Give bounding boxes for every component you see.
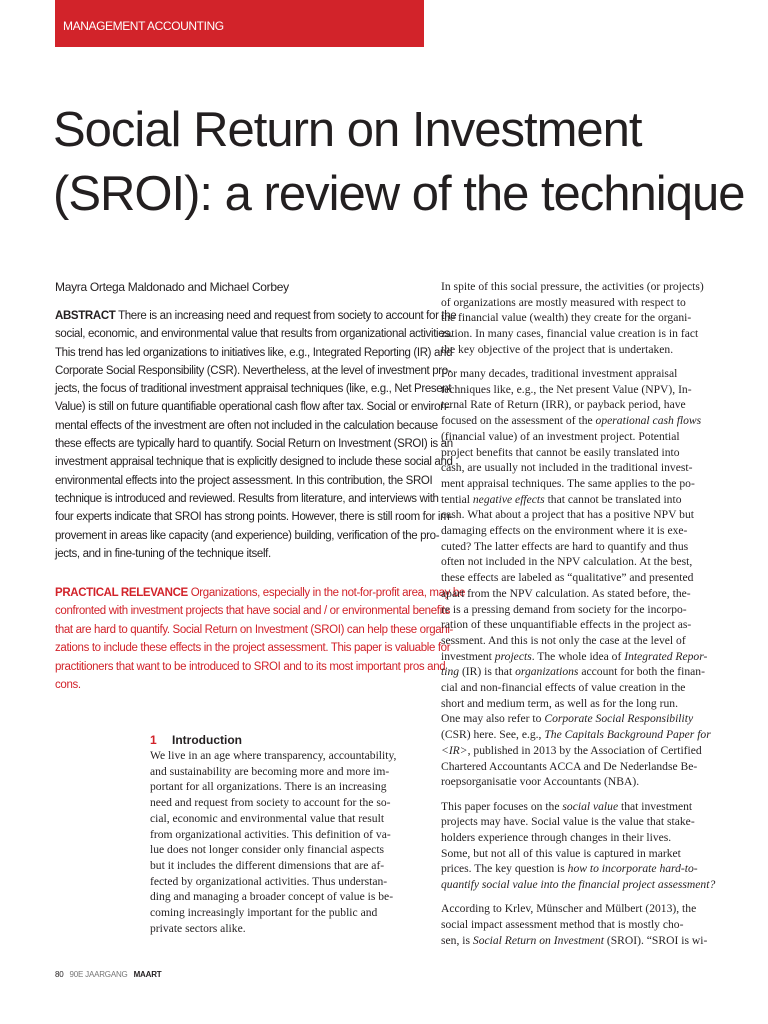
text-line: (financial value) of an investment project. Potential — [441, 429, 680, 443]
text-line: but it includes the different dimensions that are af- — [150, 858, 385, 872]
text-line: cons. — [55, 679, 81, 692]
text-line: focused on the assessment of the operational cash flows — [441, 414, 702, 428]
text-line: the key objective of the project that is undertaken. — [441, 342, 674, 356]
title-line: Social Return on Investment — [53, 103, 642, 157]
practical-text: Organizations, especially in the not-for-profit area, may be — [187, 587, 466, 599]
text-line: techniques like, e.g., the Net present Value (NPV), In- — [441, 382, 692, 396]
text-line: For many decades, traditional investment appraisal — [441, 367, 678, 381]
issue-month: MAART — [133, 970, 162, 979]
text-line: cash. What about a project that has a positive NPV but — [441, 508, 694, 522]
text-line: sen, is Social Return on Investment (SROI). “SROI is wi- — [441, 933, 708, 947]
text-line: (CSR) here. See, e.g., The Capitals Background Paper for — [441, 728, 711, 742]
article-title — [53, 98, 743, 226]
abstract-line-0 — [55, 307, 457, 325]
text-line: We live in an age where transparency, accountability, — [150, 749, 397, 762]
section-title: Introduction — [172, 733, 242, 747]
text-line: these effects are labeled as “qualitative” and presented — [441, 571, 694, 585]
text-line: re is a pressing demand from society for the incorpo- — [441, 602, 687, 616]
text-line: jects, and in fine-tuning of the technique itself. — [55, 547, 271, 560]
text-line: In spite of this social pressure, the activities (or projects) — [441, 280, 704, 293]
text-line: often not included in the NPV calculation. At the best, — [441, 555, 693, 569]
text-line: environmental effects into the project assessment. In this contribution, the SROI — [55, 474, 433, 487]
text-line: ding and managing a broader concept of value is be- — [150, 890, 394, 904]
abstract-body — [55, 325, 453, 563]
text-line: quantify social value into the financial project assessment? — [441, 878, 716, 892]
text-line: damaging effects on the environment where it is exe- — [441, 524, 688, 538]
abstract-text: There is an increasing need and request from society to account for the — [115, 310, 457, 322]
text-line: ternal Rate of Return (IRR), or payback period, have — [441, 398, 686, 412]
text-line: fected by organizational activities. Thus understan- — [150, 874, 388, 888]
paragraph — [441, 366, 714, 790]
text-line: investment appraisal technique that is explicitly designed to include these social and — [55, 456, 453, 469]
text-line: the financial value (wealth) they create for the organi- — [441, 311, 692, 325]
text-line: mental effects of the investment are often not included in the calculation because — [55, 419, 438, 432]
practical-heading: PRACTICAL RELEVANCE — [55, 587, 188, 599]
practical-relevance — [55, 584, 466, 694]
text-line: four experts indicate that SROI has strong points. However, there is still room for im- — [55, 511, 453, 524]
text-line: social, economic, and environmental value that results from organizational activities. — [55, 328, 453, 341]
volume: 90E JAARGANG — [69, 970, 128, 979]
text-line: ration of these unquantifiable effects in the project as- — [441, 618, 692, 632]
text-line: confronted with investment projects that have social and / or environmental benefits — [55, 605, 451, 618]
text-line: coming increasingly important for the public and — [150, 906, 378, 920]
paragraph — [441, 799, 714, 893]
section-number: 1 — [150, 733, 157, 747]
text-line: Some, but not all of this value is captured in market — [441, 846, 681, 860]
text-line: jects, the focus of traditional investment appraisal techniques (like, e.g., Net Present — [55, 383, 452, 396]
practical-line-0 — [55, 584, 466, 602]
text-line: private sectors alike. — [150, 921, 246, 935]
authors: Mayra Ortega Maldonado and Michael Corbey — [55, 280, 289, 294]
page-footer — [55, 970, 161, 979]
text-line: sessment. And this is not only the case at the level of — [441, 633, 686, 647]
text-line: Chartered Accountants ACCA and De Nederlandse Be- — [441, 759, 698, 773]
text-line: social impact assessment method that is mostly cho- — [441, 917, 684, 931]
section-label: MANAGEMENT ACCOUNTING — [63, 19, 224, 33]
text-line: cash, are usually not included in the traditional invest- — [441, 461, 693, 475]
text-line: zation. In many cases, financial value creation is in fact — [441, 327, 699, 341]
paragraph — [441, 279, 714, 358]
right-column — [441, 279, 714, 957]
text-line: apart from the NPV calculation. As stated before, the- — [441, 586, 691, 600]
abstract-heading: ABSTRACT — [55, 310, 116, 322]
text-line: need and request from society to account for the so- — [150, 796, 391, 810]
text-line: This trend has led organizations to initiatives like, e.g., Integrated Reporting (IR) and — [55, 346, 453, 359]
text-line: <IR>, published in 2013 by the Association of Certified — [441, 743, 702, 757]
introduction-body — [150, 748, 425, 936]
text-line: zations to include these effects in the project assessment. This paper is valuable for — [55, 642, 451, 655]
text-line: holders experience through changes in their lives. — [441, 830, 672, 844]
text-line: cial, economic and environmental value that result — [150, 811, 385, 825]
text-line: One may also refer to Corporate Social Responsibility — [441, 712, 694, 726]
text-line: roepsorganisatie voor Accountants (NBA). — [441, 775, 640, 789]
text-line: and sustainability are becoming more and more im- — [150, 764, 390, 778]
text-line: Corporate Social Responsibility (CSR). Nevertheless, at the level of investment pro- — [55, 364, 452, 377]
text-line: investment projects. The whole idea of Integrated Repor- — [441, 649, 708, 663]
text-line: ment appraisal techniques. The same applies to the po- — [441, 476, 695, 490]
text-line: tential negative effects that cannot be translated into — [441, 492, 682, 506]
text-line: According to Krlev, Münscher and Mülbert (2013), the — [441, 902, 697, 916]
text-line: technique is introduced and reviewed. Results from literature, and interviews with — [55, 492, 439, 505]
section-banner — [55, 0, 424, 47]
paragraph — [441, 901, 714, 948]
abstract — [55, 307, 457, 563]
text-line: prices. The key question is how to incorporate hard-to- — [441, 862, 698, 876]
text-line: portant for all organizations. There is an increasing — [150, 780, 387, 794]
practical-body — [55, 602, 454, 694]
text-line: short and medium term, as well as for the long run. — [441, 696, 678, 710]
title-line: (SROI): a review of the technique — [53, 167, 745, 221]
text-line: cuted? The latter effects are hard to quantify and thus — [441, 539, 689, 553]
text-line: project benefits that cannot be easily translated into — [441, 445, 680, 459]
text-line: of organizations are mostly measured with respect to — [441, 295, 686, 309]
text-line: provement in areas like capacity (and experience) building, verification of the pro- — [55, 529, 440, 542]
text-line: practitioners that want to be introduced to SROI and to its most important pros and — [55, 660, 446, 673]
text-line: This paper focuses on the social value that investment — [441, 799, 693, 813]
text-line: lue does not longer consider only financial aspects — [150, 843, 385, 857]
text-line: ting (IR) is that organizations account for both the finan- — [441, 665, 705, 679]
page-number: 80 — [55, 970, 64, 979]
text-line: these effects are typically hard to quantify. Social Return on Investment (SROI) is an — [55, 438, 453, 451]
text-line: from organizational activities. This definition of va- — [150, 827, 391, 841]
text-line: that are hard to quantify. Social Return on Investment (SROI) can help these organi- — [55, 623, 454, 636]
text-line: Value) is still on future quantifiable operational cash flow after tax. Social or environ- — [55, 401, 450, 414]
text-line: cial and non-financial effects of value creation in the — [441, 681, 686, 695]
text-line: projects may have. Social value is the value that stake- — [441, 815, 695, 829]
section-heading-introduction — [150, 733, 242, 747]
